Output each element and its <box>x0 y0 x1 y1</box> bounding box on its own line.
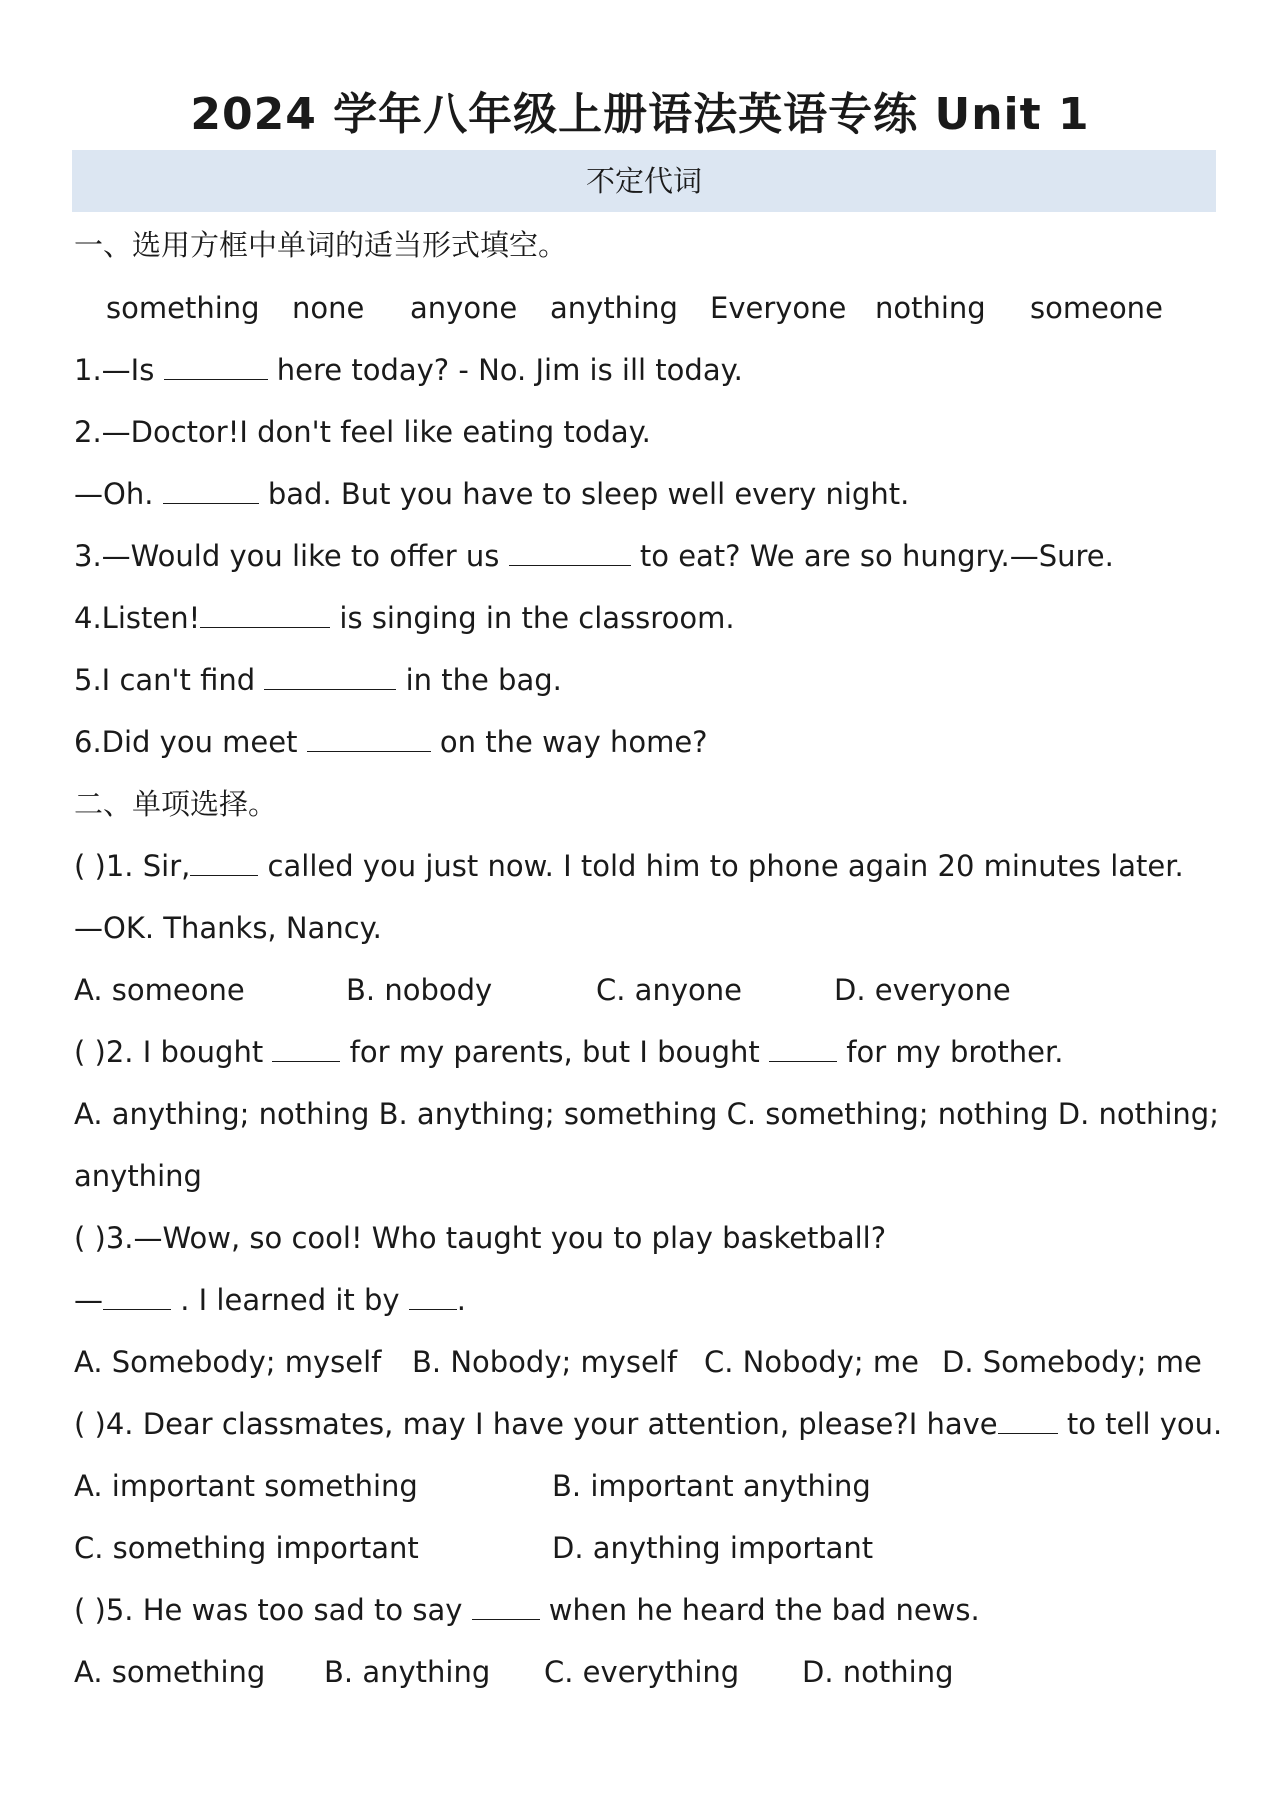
answer-blank[interactable] <box>509 539 631 566</box>
option-b[interactable]: B. nobody <box>346 973 493 1007</box>
answer-blank[interactable] <box>409 1283 457 1310</box>
answer-blank[interactable] <box>307 725 431 752</box>
answer-blank[interactable] <box>472 1593 540 1620</box>
page-title: 2024 学年八年级上册语法英语专练 Unit 1 <box>190 89 1090 140</box>
answer-blank[interactable] <box>998 1407 1058 1434</box>
fill-question-4: 4.Listen! is singing in the classroom. <box>74 601 735 635</box>
choice-question-1-reply: —OK. Thanks, Nancy. <box>74 911 382 945</box>
choice-question-2: ( )2. I bought for my parents, but I bought for my brother. <box>74 1035 1064 1069</box>
option-b[interactable]: B. important anything <box>552 1469 871 1503</box>
fill-question-2: —Oh. bad. But you have to sleep well every night. <box>74 477 910 511</box>
word-bank-item: anyone <box>410 291 518 325</box>
answer-blank[interactable] <box>164 353 268 380</box>
choice-question-1: ( )1. Sir, called you just now. I told him to phone again 20 minutes later. <box>74 849 1184 883</box>
fill-question-3: 3.—Would you like to offer us to eat? We are so hungry.—Sure. <box>74 539 1114 573</box>
choice-question-5: ( )5. He was too sad to say when he heard the bad news. <box>74 1593 980 1627</box>
option-c[interactable]: C. Nobody; me <box>704 1345 919 1379</box>
choice-question-2-options-wrap[interactable]: anything <box>74 1159 202 1193</box>
answer-blank[interactable] <box>264 663 396 690</box>
choice-question-3-reply: — . I learned it by . <box>74 1283 467 1317</box>
option-b[interactable]: B. anything <box>324 1655 491 1689</box>
word-bank-item: something <box>106 291 260 325</box>
fill-question-6: 6.Did you meet on the way home? <box>74 725 708 759</box>
part1-heading: 一、选用方框中单词的适当形式填空。 <box>74 228 568 262</box>
part2-heading: 二、单项选择。 <box>74 787 278 821</box>
word-bank-item: someone <box>1030 291 1163 325</box>
option-a[interactable]: A. Somebody; myself <box>74 1345 382 1379</box>
answer-blank[interactable] <box>272 1035 340 1062</box>
word-bank-item: nothing <box>875 291 986 325</box>
option-d[interactable]: D. Somebody; me <box>942 1345 1202 1379</box>
section-banner: 不定代词 <box>72 150 1216 212</box>
answer-blank[interactable] <box>190 849 258 876</box>
word-bank-item: anything <box>550 291 678 325</box>
word-bank-item: none <box>292 291 365 325</box>
option-d[interactable]: D. nothing <box>802 1655 954 1689</box>
answer-blank[interactable] <box>163 477 259 504</box>
option-c[interactable]: C. anyone <box>596 973 742 1007</box>
option-a[interactable]: A. someone <box>74 973 245 1007</box>
word-bank-item: Everyone <box>710 291 847 325</box>
fill-question-5: 5.I can't find in the bag. <box>74 663 562 697</box>
choice-question-2-options[interactable]: A. anything; nothing B. anything; something C. something; nothing D. nothing; <box>74 1097 1219 1131</box>
option-d[interactable]: D. everyone <box>834 973 1011 1007</box>
answer-blank[interactable] <box>769 1035 837 1062</box>
answer-blank[interactable] <box>103 1283 171 1310</box>
fill-question-2-prompt: 2.—Doctor!I don't feel like eating today. <box>74 415 651 449</box>
choice-question-3: ( )3.—Wow, so cool! Who taught you to play basketball? <box>74 1221 887 1255</box>
option-b[interactable]: B. Nobody; myself <box>412 1345 678 1379</box>
choice-question-4: ( )4. Dear classmates, may I have your attention, please?I have to tell you. <box>74 1407 1223 1441</box>
option-c[interactable]: C. everything <box>544 1655 740 1689</box>
option-a[interactable]: A. something <box>74 1655 266 1689</box>
option-a[interactable]: A. important something <box>74 1469 418 1503</box>
option-d[interactable]: D. anything important <box>552 1531 874 1565</box>
option-c[interactable]: C. something important <box>74 1531 419 1565</box>
answer-blank[interactable] <box>200 601 330 628</box>
fill-question-1: 1.—Is here today? - No. Jim is ill today. <box>74 353 743 387</box>
